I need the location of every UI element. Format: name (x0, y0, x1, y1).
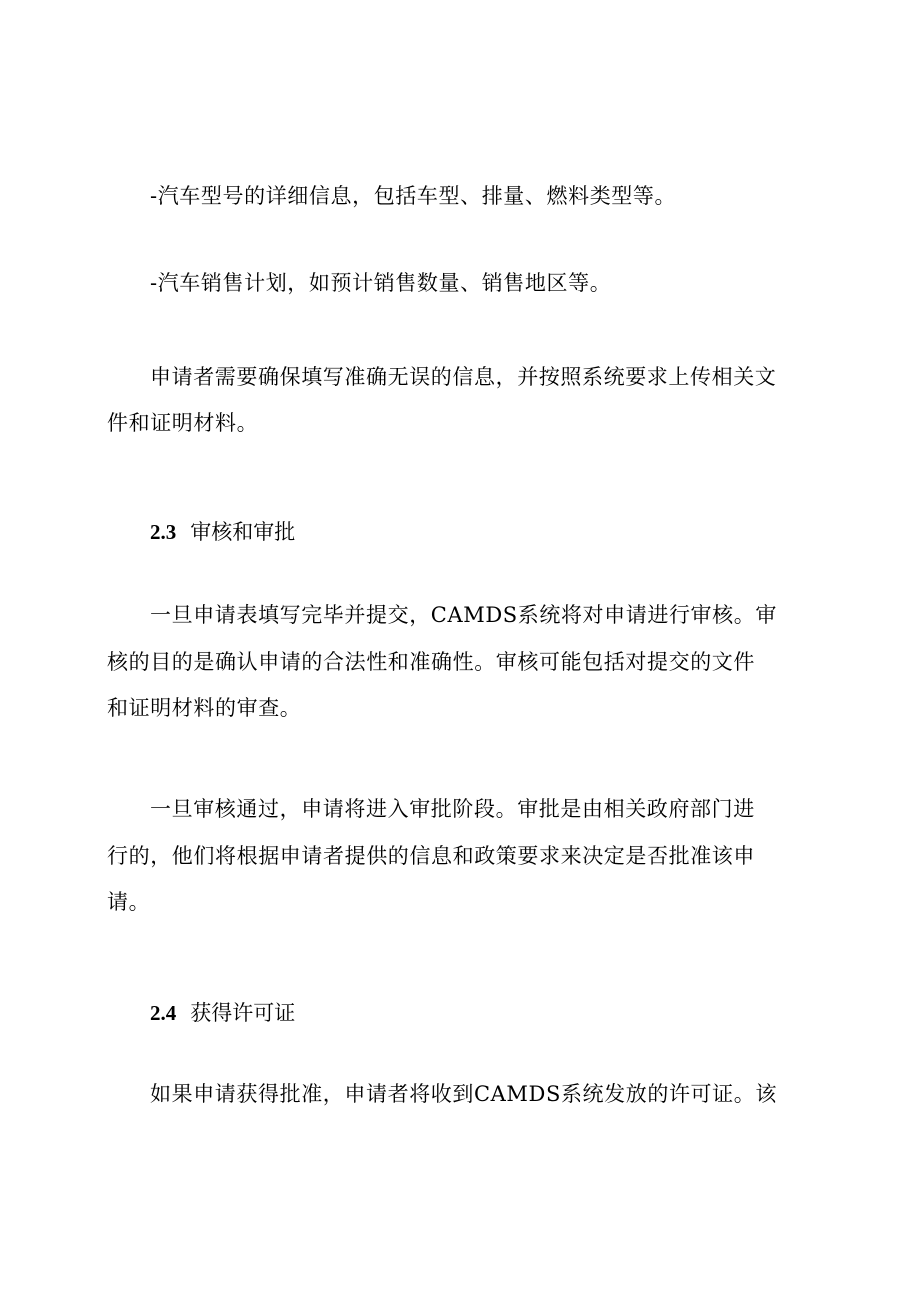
section-heading-2-4 (150, 998, 295, 1028)
paragraph-license-line-1: 如果申请获得批准，申请者将收到CAMDS系统发放的许可证。该 (150, 1082, 777, 1106)
section-title: 获得许可证 (190, 1001, 296, 1025)
bullet-sales-plan: -汽车销售计划，如预计销售数量、销售地区等。 (150, 271, 612, 295)
section-number: 2.3 (150, 520, 177, 544)
paragraph-review-line-1: 一旦申请表填写完毕并提交，CAMDS系统将对申请进行审核。审 (150, 603, 777, 627)
section-title: 审核和审批 (190, 520, 296, 544)
bullet-vehicle-model: -汽车型号的详细信息，包括车型、排量、燃料类型等。 (150, 184, 677, 208)
paragraph-approval-line-2: 行的，他们将根据申请者提供的信息和政策要求来决定是否批准该申 (107, 844, 755, 868)
paragraph-applicant-line-2: 件和证明材料。 (107, 411, 259, 435)
section-heading-2-3 (150, 517, 295, 547)
paragraph-approval-line-3: 请。 (107, 890, 151, 914)
section-number: 2.4 (150, 1001, 177, 1025)
paragraph-review-line-3: 和证明材料的审查。 (107, 696, 302, 720)
paragraph-review-line-2: 核的目的是确认申请的合法性和准确性。审核可能包括对提交的文件 (107, 650, 755, 674)
paragraph-applicant-line-1: 申请者需要确保填写准确无误的信息，并按照系统要求上传相关文 (150, 365, 777, 389)
paragraph-approval-line-1: 一旦审核通过，申请将进入审批阶段。审批是由相关政府部门进 (150, 797, 755, 821)
